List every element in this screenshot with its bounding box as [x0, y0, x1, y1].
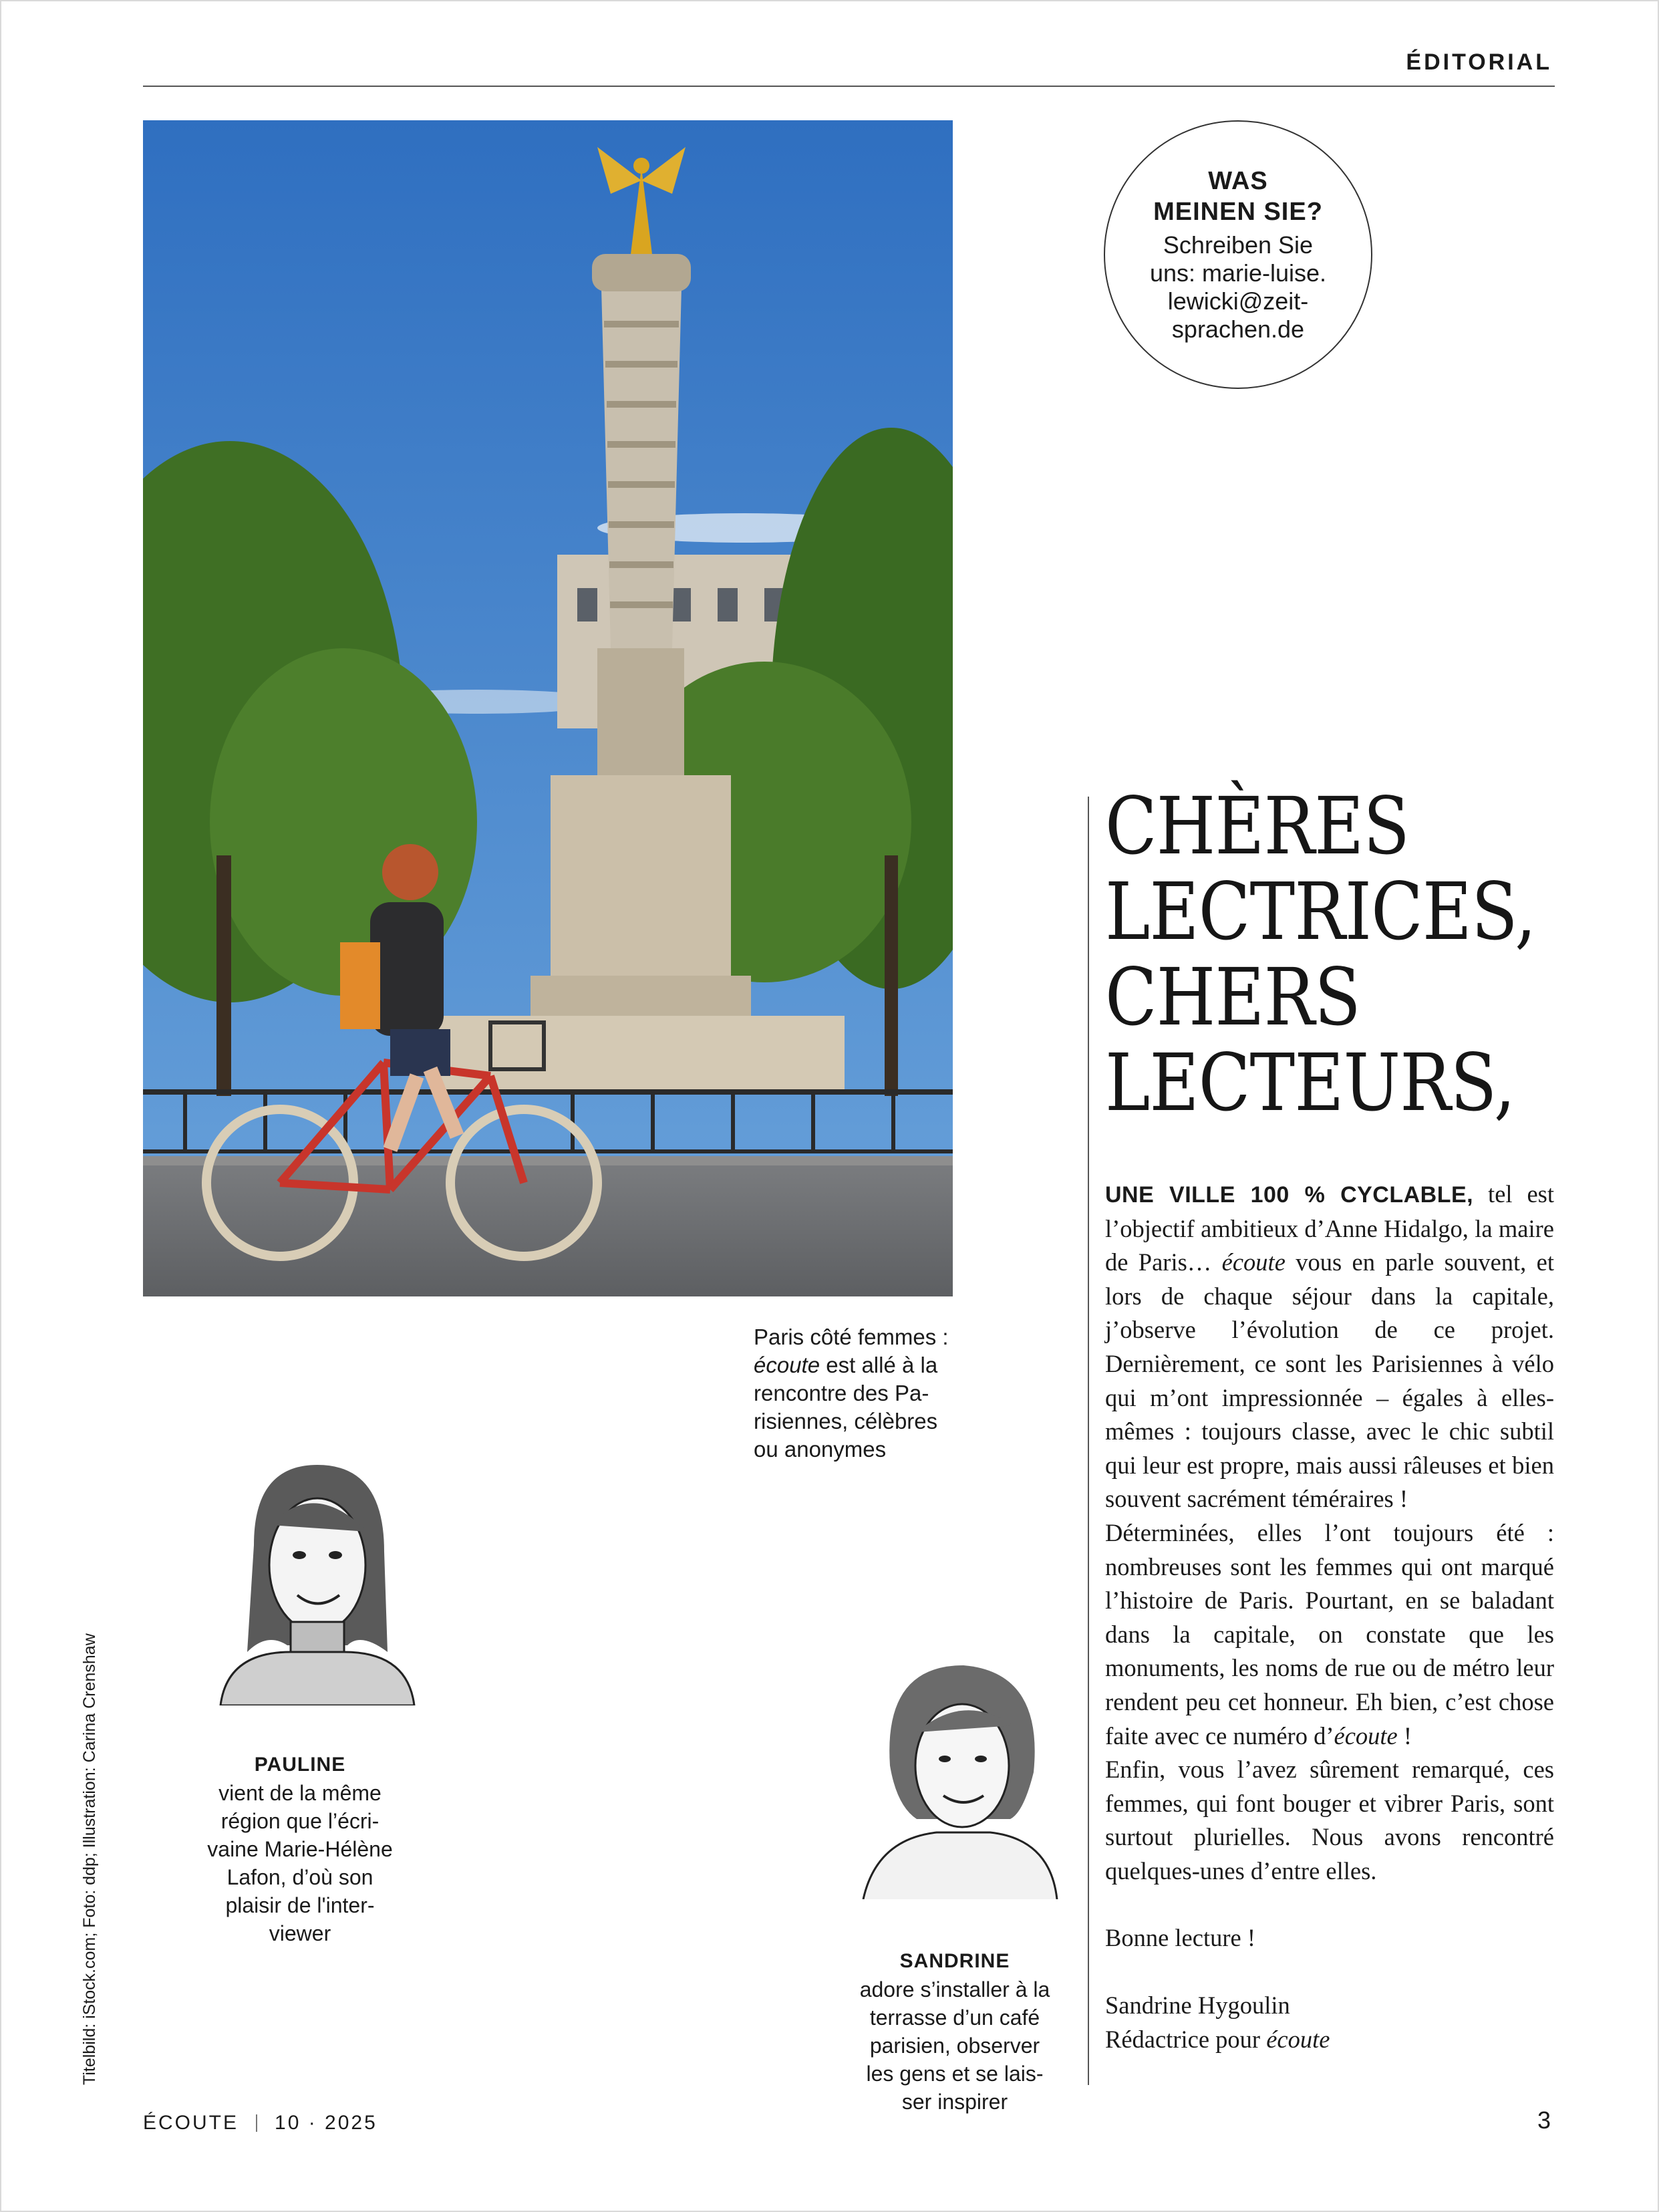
p1-italic: écoute: [1221, 1248, 1286, 1276]
photo-caption: [754, 1323, 967, 1464]
footer-separator: [256, 2114, 257, 2132]
paragraph-1: [1105, 1178, 1554, 1516]
bio-pauline: [170, 1723, 430, 1947]
photo-place-de-la-bastille-cyclist: [143, 120, 953, 1296]
illustration-pauline: [214, 1451, 421, 1705]
illustration-sandrine: [857, 1652, 1064, 1899]
signature-role: [1105, 2023, 1554, 2057]
page-number: 3: [1537, 2106, 1551, 2134]
bio-pauline-text: vient de la même région que l’écri- vaine Marie-Hélène Lafon, d’où son plaisir de l'inter- viewer: [207, 1781, 393, 1945]
editorial-body: [1105, 1178, 1554, 2056]
paragraph-2: [1105, 1516, 1554, 1753]
p2-italic: écoute: [1334, 1721, 1398, 1750]
header-rule: [143, 86, 1555, 87]
bio-sandrine-text: adore s’installer à la terrasse d’un café parisien, observer les gens et se lais- ser inspirer: [859, 1977, 1050, 2114]
p1-text-b: vous en parle souvent, et lors de chaque séjour dans la capitale, j’observe l’évolution de ce projet. Dernièrement, ce sont les Parisiennes à vélo qui m’ont impressionnée – égales à elles-mêmes : toujours classe, avec le chic subtil qui leur est propre, mais aussi râleuses et bien souvent sacrément téméraires !: [1105, 1248, 1554, 1513]
signature-role-italic: écoute: [1266, 2025, 1330, 2053]
column-rule: [1088, 797, 1089, 2085]
paragraph-3: Enfin, vous l’avez sûrement remarqué, ces femmes, qui font bouger et vibrer Paris, sont surtout plurielles. Nous avons rencontré quelques-unes d’entre elles.: [1105, 1756, 1554, 1885]
closing: Bonne lecture !: [1105, 1924, 1255, 1952]
caption-italic: écoute: [754, 1353, 820, 1377]
image-credits: Titelbild: iStock.com; Foto: ddp; Illustration: Carina Crenshaw: [80, 1633, 99, 2085]
footer-issue: 10 · 2025: [275, 2112, 378, 2134]
callout-contact-text: Schreiben Sie uns: marie-luise. lewicki@zeit- sprachen.de: [1149, 231, 1327, 343]
p2-text-b: !: [1397, 1721, 1412, 1750]
bio-sandrine: [824, 1919, 1085, 2116]
main-photo: [143, 120, 953, 1296]
p2-text-a: Déterminées, elles l’ont toujours été : nombreuses sont les femmes qui ont marqué l’histoire de Paris. Pourtant, en se baladant dans la capitale, on constate que les monuments, les noms de rue ou de métro leur rendent peu cet honneur. Eh bien, c’est chose faite avec ce numéro d’: [1105, 1518, 1554, 1750]
reader-callout: [1104, 120, 1372, 389]
caption-rest: est allé à la rencontre des Pa-risiennes, célèbres ou anonymes: [754, 1353, 938, 1462]
portrait-pauline: [214, 1451, 421, 1705]
bio-pauline-name: PAULINE: [254, 1754, 346, 1776]
p1-text-a: tel est l’objectif ambitieux d’Anne Hidalgo, la maire de Paris…: [1105, 1180, 1555, 1276]
editorial-headline: CHÈRES LECTRICES, CHERS LECTEURS,: [1105, 780, 1536, 1129]
portrait-sandrine: [857, 1652, 1064, 1899]
section-label: ÉDITORIAL: [1406, 49, 1552, 75]
callout-title: WAS MEINEN SIE?: [1153, 167, 1323, 226]
footer-magazine-issue: [143, 2112, 378, 2134]
signature-name: Sandrine Hygoulin: [1105, 1991, 1290, 2020]
footer-magazine: ÉCOUTE: [143, 2112, 239, 2134]
lead-in: UNE VILLE 100 % CYCLABLE,: [1105, 1182, 1474, 1208]
bio-sandrine-name: SANDRINE: [899, 1950, 1010, 1972]
caption-line1: Paris côté femmes :: [754, 1325, 949, 1349]
signature-role-text: Rédactrice pour: [1105, 2025, 1267, 2053]
